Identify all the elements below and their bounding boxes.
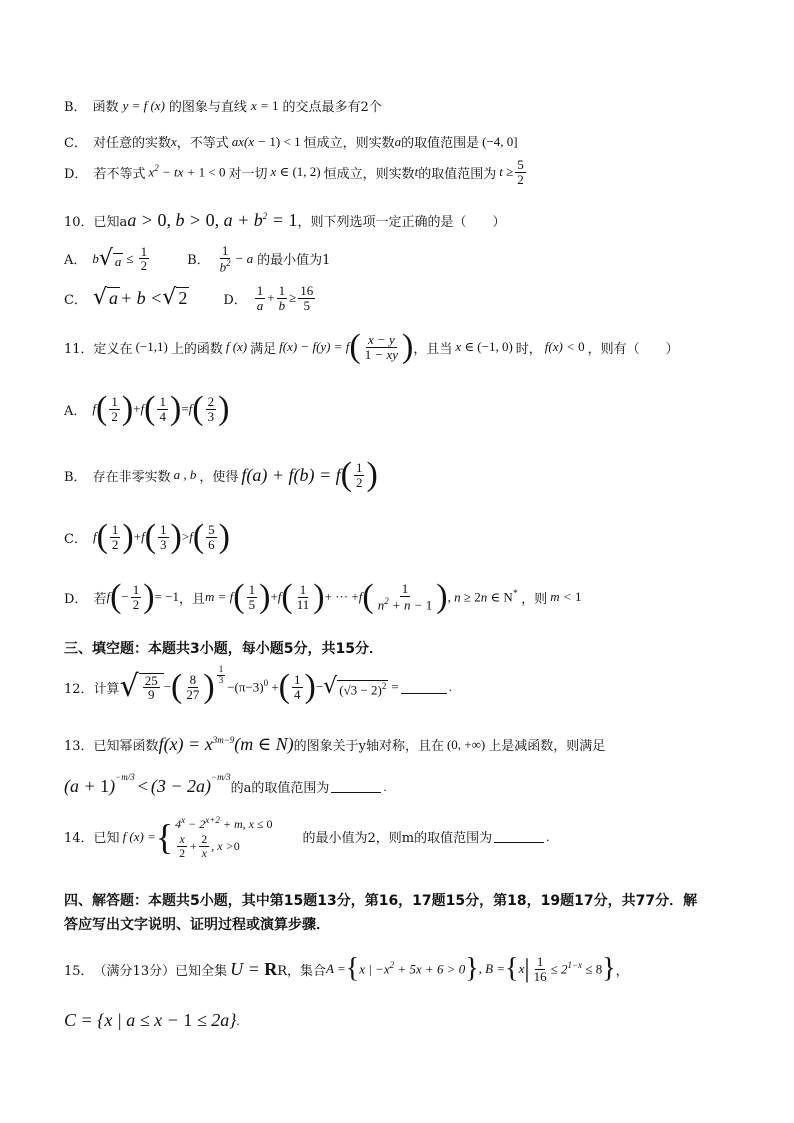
q9b-text-1: 函数	[92, 100, 119, 115]
q15-text-3: ，	[615, 963, 629, 979]
q14-stem: 14． 已知 f (x) = { $4^x - 2^{x+2} + m$, x ≤ 0 $\frac{x}{2}$ + $\frac{2}{x}$ , x > 0 的最小值为2，则m的取值范围为 .	[64, 815, 550, 860]
q11-text-5: 时，	[515, 341, 542, 357]
option-label: C．	[64, 136, 87, 151]
question-number: 12．	[64, 681, 94, 697]
q13-text-2: 的图象关于y轴对称，且在	[293, 739, 444, 754]
q11-option-a: A． f ( $\frac{1}{2}$ ) + f ( $\frac{1}{4}$ ) = f ( $\frac{2}{3}$ )	[64, 390, 230, 427]
option-label: B．	[187, 253, 210, 269]
option-label: C．	[64, 292, 87, 308]
q10-text-2: ，则下列选项一定正确的是（ ）	[297, 215, 506, 230]
q9d-text-2: 对一切	[228, 166, 268, 182]
section-3-heading: 三、填空题：本题共3小题，每小题5分，共15分．	[64, 641, 383, 657]
q15-set-c: C = {x | a ≤ x − 1 ≤ 2a} .	[64, 1010, 240, 1030]
q10-text-1: 已知a	[93, 215, 128, 230]
q13-text-3: 上是减函数，则满足	[488, 739, 606, 754]
q12-text-1: 计算	[93, 681, 120, 697]
q10b-text: 的最小值为1	[257, 253, 331, 269]
q13-condition: (a + 1) $^{-m/3}$ < (3 − 2a) $^{-m/3}$ 的a的取值范围为 .	[64, 771, 387, 796]
question-number: 11．	[64, 341, 94, 357]
q11-option-b: B． 存在非零实数 a , b ，使得 f(a) + f(b) = f ( $\frac{1}{2}$ )	[64, 456, 378, 493]
question-number: 15．	[64, 963, 94, 979]
question-number: 14．	[64, 831, 94, 847]
q13-text-1: 已知幂函数	[93, 739, 159, 754]
option-label: C．	[64, 531, 87, 547]
q9d-text-3: 恒成立，则实数	[323, 166, 415, 182]
q9b-text-3: 的交点最多有2个	[282, 100, 382, 115]
option-label: B．	[64, 469, 87, 485]
q10-options-cd: C． √ a + b < √ 2 D． $\frac{1}{a}$ + $\frac{1}{b}$ ≥ $\frac{16}{5}$	[64, 283, 314, 313]
q11-text-6: ，则有（ ）	[587, 341, 679, 357]
q15-stem: 15． （满分13分）已知全集 U = R R，集合 A = { x | $-x^2 + 5x + 6 > 0$ } , B = { x | $\frac{1}{16}$ ≤ $2^{1-x} \le 8$ } ，	[64, 953, 629, 984]
q11-text-3: 满足	[250, 341, 277, 357]
q11-text-4: ，且当	[413, 341, 453, 357]
q10-options-ab: A． b √ a ≤ $\frac{1}{2}$ B． $\frac{1}{b^2}$ − a 的最小值为1	[64, 243, 331, 274]
option-label: D．	[64, 166, 88, 182]
option-label: A．	[64, 253, 87, 269]
q12-stem: 12． 计算 √ $\frac{25}{9}$ − ( $\frac{8}{27}$ ) $^{\frac{1}{3}}$ $-(\pi-3)^0$ + ( $\frac{1}{4}$ ) − √ $(√3 - 2)^2$ = .	[64, 664, 452, 705]
question-number: 10．	[64, 215, 94, 230]
q11-text-1: 定义在	[93, 341, 133, 357]
q14-text-2: 的最小值为2，则m的取值范围为	[302, 831, 493, 847]
q11d-text-3: ，则	[521, 591, 548, 607]
q11d-text-2: ，且	[179, 591, 206, 607]
q11b-text-2: ，使得	[199, 469, 239, 485]
q11-option-c: C． f ( $\frac{1}{2}$ ) + f ( $\frac{1}{3}$ ) > f ( $\frac{5}{6}$ )	[64, 518, 230, 555]
q9-option-b: B． 函数 y = f (x) 的图象与直线 x = 1 的交点最多有2个	[64, 97, 382, 115]
q13-stem: 13． 已知幂函数 $f(x) = x^{3m-9}(m$ ∈ N) 的图象关于y轴对称，且在 (0, +∞) 上是减函数，则满足	[64, 734, 606, 754]
q11d-text-1: 若	[93, 591, 107, 607]
q9-option-d: D． 若不等式 $x^2$ − tx + 1 < 0 对一切 x ∈ (1, 2) 恒成立，则实数 t 的取值范围为 t ≥ $\frac{5}{2}$	[64, 157, 524, 187]
section-4-heading-line2: 答应写出文字说明、证明过程或演算步骤．	[64, 917, 330, 933]
q15-text-2: R，集合	[277, 963, 327, 979]
q9-option-c: C． 对任意的实数 x ，不等式 ax(x − 1) < 1 恒成立，则实数 a 的取值范围是 (−4, 0]	[64, 133, 518, 151]
q9c-text-4: 的取值范围是	[401, 136, 480, 151]
q11-stem: 11． 定义在 (−1,1) 上的函数 f (x) 满足 f(x) − f(y) = f ( $\frac{x - y}{1 - xy}$ ) ，且当 x ∈ (−1, 0) 时， f(x) < 0 ，则有（ ）	[64, 328, 679, 365]
q11-option-d: D． 若 f ( − $\frac{1}{2}$ ) = −1 ，且 m = f ( $\frac{1}{5}$ ) + f ( $\frac{1}{11}$ ) + ··· + f ( $\frac{1}{n^2 + n - 1}$ ) , n ≥ 2n ∈ N* ，则 m < 1	[64, 578, 582, 615]
option-label: D．	[64, 591, 88, 607]
q10-stem: 10． 已知a a > 0, b > 0, $a + b^2 = 1$ ，则下列选项一定正确的是（ ）	[64, 210, 506, 230]
option-label: B．	[64, 100, 87, 115]
q9d-text-4: 的取值范围为	[418, 166, 497, 182]
section-4-heading-line1: 四、解答题：本题共5小题，其中第15题13分，第16，17题15分，第18，19题17分，共77分．解	[64, 893, 698, 909]
q9c-text-2: ，不等式	[176, 136, 229, 151]
q11b-text-1: 存在非零实数	[92, 469, 171, 485]
question-number: 13．	[64, 739, 94, 754]
q11-text-2: 上的函数	[170, 341, 223, 357]
q14-text-1: 已知	[93, 831, 120, 847]
q9c-text-1: 对任意的实数	[92, 136, 171, 151]
q13-text-4: 的a的取值范围为	[230, 781, 330, 796]
q9c-text-3: 恒成立，则实数	[303, 136, 395, 151]
q9b-text-2: 的图象与直线	[168, 100, 247, 115]
option-label: D．	[223, 292, 247, 308]
q9d-text-1: 若不等式	[93, 166, 146, 182]
q15-text-1: （满分13分）已知全集	[93, 963, 228, 979]
option-label: A．	[64, 403, 87, 419]
